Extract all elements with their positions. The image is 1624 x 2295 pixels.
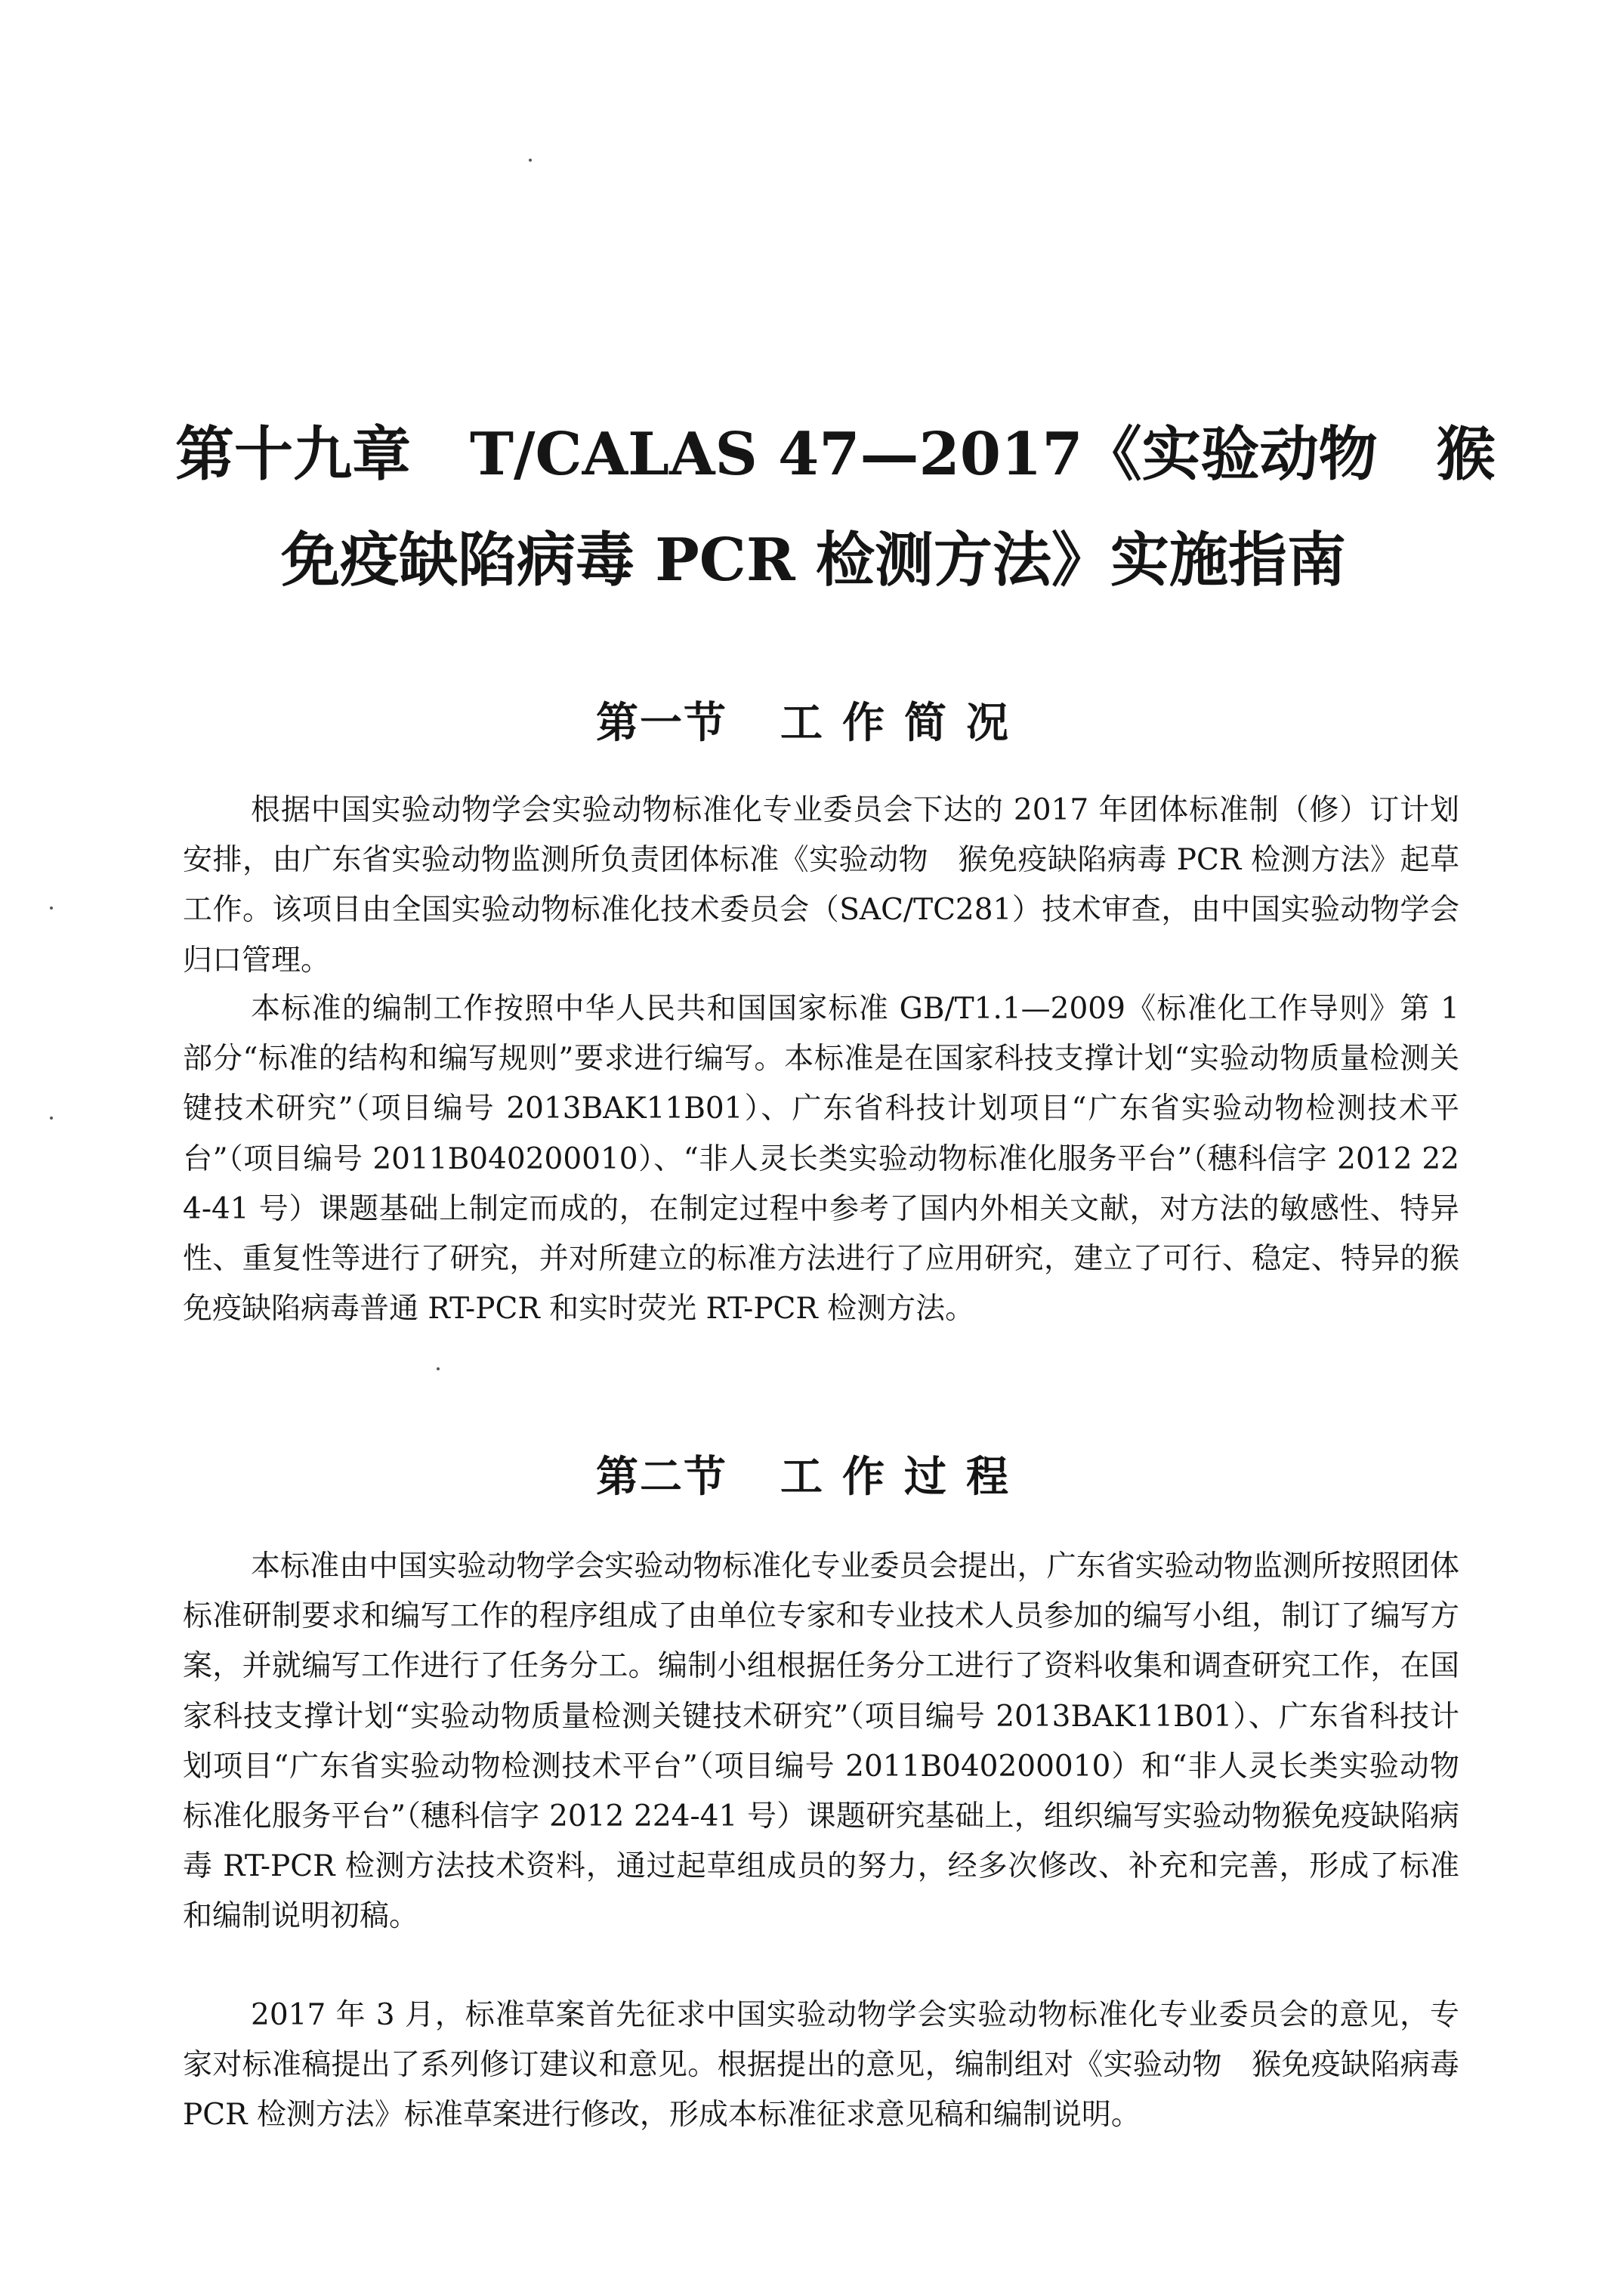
scan-speck	[529, 159, 532, 162]
section-title-text: 工作简况	[780, 699, 1028, 748]
paragraph: 2017 年 3 月，标准草案首先征求中国实验动物学会实验动物标准化专业委员会的意见，专家对标准稿提出了系列修订建议和意见。根据提出的意见，编制组对《实验动物 猴免疫缺陷病毒 PCR 检测方法》标准草案进行修改，形成本标准征求意见稿和编制说明。	[183, 1998, 1459, 2133]
section-number: 第一节	[596, 699, 727, 748]
paragraph: 本标准由中国实验动物学会实验动物标准化专业委员会提出，广东省实验动物监测所按照团体标准研制要求和编写工作的程序组成了由单位专家和专业技术人员参加的编写小组，制订了编写方案，并就编写工作进行了任务分工。编制小组根据任务分工进行了资料收集和调查研究工作，在国家科技支撑计划“实验动物质量检测关键技术研究”（项目编号 2013BAK11B01）、广东省科技计划项目“广东省实验动物检测技术平台”（项目编号 2011B040200010）和“非人灵长类实验动物标准化服务平台”（穗科信字 2012 224-41 号）课题研究基础上，组织编写实验动物猴免疫缺陷病毒 RT-PCR 检测方法技术资料，通过起草组成员的努力，经多次修改、补充和完善，形成了标准和编制说明初稿。	[183, 1549, 1459, 1934]
paragraph: 本标准的编制工作按照中华人民共和国国家标准 GB/T1.1—2009《标准化工作导则》第 1 部分“标准的结构和编写规则”要求进行编写。本标准是在国家科技支撑计划“实验动物质量检测关键技术研究”（项目编号 2013BAK11B01）、广东省科技计划项目“广东省实验动物检测技术平台”（项目编号 2011B040200010）、“非人灵长类实验动物标准化服务平台”（穗科信字 2012 224-41 号）课题基础上制定而成的，在制定过程中参考了国内外相关文献，对方法的敏感性、特异性、重复性等进行了研究，并对所建立的标准方法进行了应用研究，建立了可行、稳定、特异的猴免疫缺陷病毒普通 RT-PCR 和实时荧光 RT-PCR 检测方法。	[183, 992, 1459, 1327]
section-title-text: 工作过程	[780, 1453, 1028, 1502]
section-heading-2	[0, 1447, 1624, 1508]
chapter-title-line1: 第十九章 T/CALAS 47—2017《实验动物 猴	[175, 420, 1496, 489]
chapter-title-line2: 免疫缺陷病毒 PCR 检测方法》实施指南	[281, 526, 1346, 595]
paragraph: 根据中国实验动物学会实验动物标准化专业委员会下达的 2017 年团体标准制（修）订计划安排，由广东省实验动物监测所负责团体标准《实验动物 猴免疫缺陷病毒 PCR 检测方法》起草工作。该项目由全国实验动物标准化技术委员会（SAC/TC281）技术审查，由中国实验动物学会归口管理。	[183, 793, 1459, 978]
section-heading-1	[0, 693, 1624, 754]
scan-speck	[50, 907, 53, 910]
scan-speck	[50, 1117, 53, 1120]
scan-speck	[437, 1367, 440, 1370]
section-number: 第二节	[596, 1453, 727, 1502]
